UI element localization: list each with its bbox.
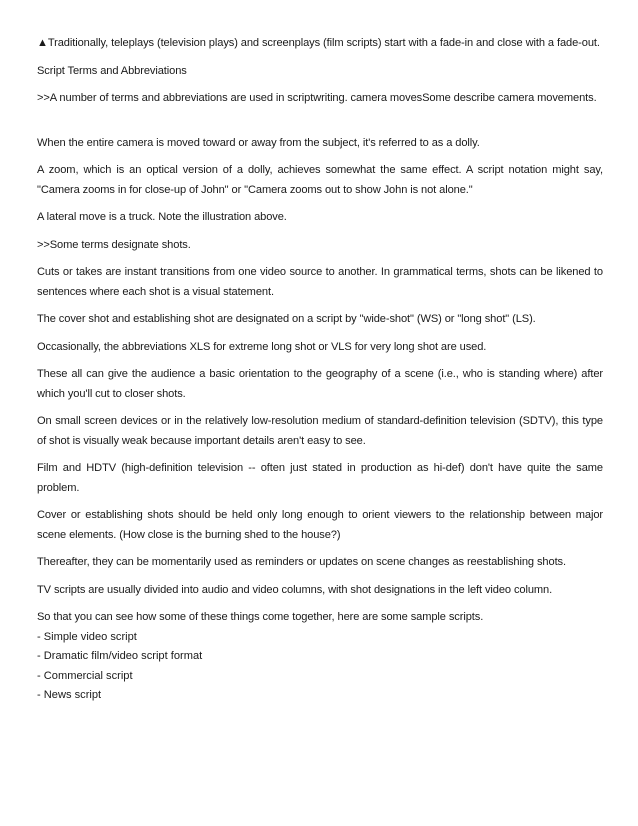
paragraph-shots-note: >>Some terms designate shots. [37, 238, 191, 251]
paragraph-samples-intro: So that you can see how some of these things come together, here are some sample scripts. [37, 611, 484, 623]
paragraph-sdtv: On small screen devices or in the relatively low-resolution medium of standard-definition television (SDTV), this type of shot is visually weak because important details aren't easy to see. [37, 415, 603, 447]
paragraph-cuts: Cuts or takes are instant transitions from one video source to another. In grammatical terms, shots can be likened to sentences where each shot is a visual statement. [37, 266, 603, 298]
paragraph-abbreviations: Occasionally, the abbreviations XLS for extreme long shot or VLS for very long shot are used. [37, 340, 487, 353]
paragraph-zoom: A zoom, which is an optical version of a dolly, achieves somewhat the same effect. A script notation might say, "Camera zooms in for close-up of John" or "Camera zooms out to show John is not alone." [37, 164, 603, 196]
list-item: - Commercial script [37, 669, 133, 682]
list-item: - Simple video script [37, 630, 137, 643]
paragraph-truck: A lateral move is a truck. Note the illustration above. [37, 211, 287, 223]
terms-note-paragraph: >>A number of terms and abbreviations are used in scriptwriting. camera movesSome describe camera movements. [37, 92, 597, 104]
paragraph-dolly: When the entire camera is moved toward or away from the subject, it's referred to as a dolly. [37, 136, 480, 149]
intro-paragraph: ▲Traditionally, teleplays (television plays) and screenplays (film scripts) start with a fade-in and close with a fade-out. [37, 37, 600, 49]
paragraph-reestablishing: Thereafter, they can be momentarily used as reminders or updates on scene changes as reestablishing shots. [37, 556, 566, 568]
document-page [37, 34, 603, 706]
paragraph-cover-shot: The cover shot and establishing shot are designated on a script by "wide-shot" (WS) or "long shot" (LS). [37, 313, 536, 325]
section-heading: Script Terms and Abbreviations [37, 64, 187, 77]
paragraph-hdtv: Film and HDTV (high-definition television -- often just stated in production as hi-def) don't have quite the same problem. [37, 462, 603, 494]
list-item: - Dramatic film/video script format [37, 650, 203, 662]
paragraph-orientation: These all can give the audience a basic orientation to the geography of a scene (i.e., who is standing where) after which you'll cut to closer shots. [37, 368, 603, 400]
paragraph-establishing: Cover or establishing shots should be held only long enough to orient viewers to the relationship between major scene elements. (How close is the burning shed to the house?) [37, 509, 603, 541]
paragraph-tv-scripts: TV scripts are usually divided into audio and video columns, with shot designations in the left video column. [37, 583, 553, 596]
list-item: - News script [37, 689, 102, 701]
